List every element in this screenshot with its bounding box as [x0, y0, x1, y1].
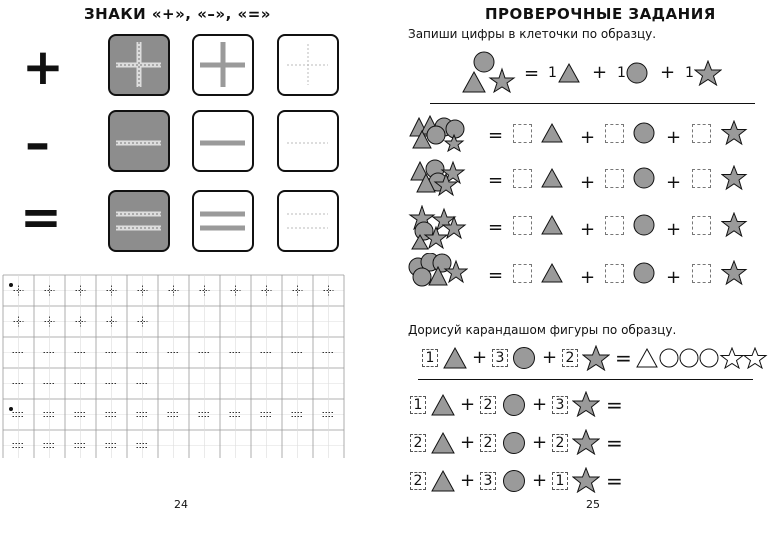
star-icon: [582, 345, 610, 371]
sample2-count-triangle: 1: [422, 349, 438, 367]
sample-plus-1: +: [592, 62, 608, 83]
task1-row: [408, 113, 758, 161]
count-circle: 2: [480, 396, 496, 414]
sample-count-triangle: 1: [548, 65, 557, 81]
answer-box-star[interactable]: [692, 124, 711, 143]
equals-tile-dotted[interactable]: [277, 190, 339, 252]
shape-group: [408, 158, 468, 204]
plus-tile-traced: [108, 34, 170, 96]
count-star: 1: [552, 472, 568, 490]
writing-grid[interactable]: [0, 272, 358, 458]
plus-sign: +: [460, 470, 476, 491]
triangle-icon: [540, 262, 564, 284]
star-icon: [694, 60, 722, 86]
minus-tile-traced: [108, 110, 170, 172]
task1-row: [408, 205, 758, 253]
circle-icon: [502, 469, 526, 493]
minus-sign: –: [25, 114, 50, 172]
equals-sign: =: [488, 265, 504, 286]
right-page-number: 25: [586, 498, 600, 511]
triangle-icon: [557, 62, 581, 84]
answer-box-triangle[interactable]: [513, 216, 532, 235]
count-star: 2: [552, 434, 568, 452]
plus-sign: +: [666, 127, 682, 148]
triangle-icon: [540, 214, 564, 236]
triangle-icon: [442, 346, 468, 370]
task1-row: [408, 158, 758, 206]
triangle-icon: [430, 469, 456, 493]
plus-sign: +: [580, 267, 596, 288]
count-triangle: 1: [410, 396, 426, 414]
plus-sign: +: [460, 394, 476, 415]
equals-sign: =: [606, 469, 623, 493]
star-icon: [572, 429, 600, 455]
plus-sign: +: [580, 172, 596, 193]
sample-count-circle: 1: [617, 65, 626, 81]
task2-row: [408, 391, 638, 419]
minus-tile-grey: [192, 110, 254, 172]
plus-sign: +: [532, 432, 548, 453]
sample2-count-star: 2: [562, 349, 578, 367]
plus-sign: +: [666, 267, 682, 288]
answer-box-star[interactable]: [692, 169, 711, 188]
plus-sign: +: [580, 219, 596, 240]
plus-sign: +: [532, 394, 548, 415]
answer-box-circle[interactable]: [605, 216, 624, 235]
star-icon: [572, 467, 600, 493]
star-icon: [721, 165, 749, 191]
plus-sign: +: [532, 470, 548, 491]
right-page-title: ПРОВЕРОЧНЫЕ ЗАДАНИЯ: [485, 5, 716, 23]
equals-tile-traced: [108, 190, 170, 252]
left-page-title: ЗНАКИ «+», «–», «=»: [84, 5, 271, 23]
answer-box-triangle[interactable]: [513, 264, 532, 283]
circle-icon: [512, 346, 536, 370]
plus-sign: +: [22, 38, 64, 96]
circle-icon: [633, 262, 657, 284]
shape-group: [408, 113, 468, 159]
equals-sign: =: [488, 170, 504, 191]
equals-sign: =: [488, 125, 504, 146]
answer-box-triangle[interactable]: [513, 169, 532, 188]
count-circle: 2: [480, 434, 496, 452]
left-page-number: 24: [174, 498, 188, 511]
answer-box-circle[interactable]: [605, 264, 624, 283]
sample2-count-circle: 3: [492, 349, 508, 367]
triangle-icon: [540, 122, 564, 144]
divider-1: [430, 103, 755, 104]
plus-sign: +: [460, 432, 476, 453]
sample-shape-group: [458, 50, 516, 96]
task1-instruction: Запиши цифры в клеточки по образцу.: [408, 27, 657, 41]
equals-sign: =: [606, 431, 623, 455]
answer-box-circle[interactable]: [605, 124, 624, 143]
answer-box-circle[interactable]: [605, 169, 624, 188]
task1-row: [408, 253, 758, 301]
divider-2: [418, 379, 753, 380]
circle-icon: [502, 431, 526, 455]
plus-sign: +: [666, 172, 682, 193]
plus-sign: +: [542, 347, 558, 368]
circle-icon: [633, 214, 657, 236]
star-icon: [721, 260, 749, 286]
equals-tile-grey: [192, 190, 254, 252]
plus-tile-dotted[interactable]: [277, 34, 339, 96]
answer-box-triangle[interactable]: [513, 124, 532, 143]
count-triangle: 2: [410, 472, 426, 490]
triangle-icon: [430, 431, 456, 455]
task2-row: [408, 467, 638, 495]
task2-row: [408, 429, 638, 457]
triangle-icon: [430, 393, 456, 417]
sample-equals: =: [524, 63, 540, 84]
sample2-equals: =: [615, 346, 632, 370]
minus-tile-dotted[interactable]: [277, 110, 339, 172]
equals-sign: =: [20, 188, 62, 246]
circle-icon: [502, 393, 526, 417]
shape-group: [408, 253, 468, 299]
count-star: 3: [552, 396, 568, 414]
answer-box-star[interactable]: [692, 216, 711, 235]
start-dot: [9, 407, 13, 411]
circle-icon: [633, 122, 657, 144]
sample-count-star: 1: [685, 65, 694, 81]
outline-shapes: [636, 347, 768, 369]
count-triangle: 2: [410, 434, 426, 452]
start-dot: [9, 283, 13, 287]
sample2-row: [418, 345, 768, 371]
circle-icon: [626, 62, 650, 84]
answer-box-star[interactable]: [692, 264, 711, 283]
plus-sign: +: [580, 127, 596, 148]
shape-group: [408, 205, 468, 251]
plus-sign: +: [666, 219, 682, 240]
plus-sign: +: [472, 347, 488, 368]
circle-icon: [633, 167, 657, 189]
plus-tile-grey: [192, 34, 254, 96]
equals-sign: =: [488, 217, 504, 238]
triangle-icon: [540, 167, 564, 189]
star-icon: [721, 120, 749, 146]
count-circle: 3: [480, 472, 496, 490]
equals-sign: =: [606, 393, 623, 417]
star-icon: [721, 212, 749, 238]
task2-instruction: Дорисуй карандашом фигуры по образцу.: [408, 323, 677, 337]
star-icon: [572, 391, 600, 417]
sample-plus-2: +: [660, 62, 676, 83]
